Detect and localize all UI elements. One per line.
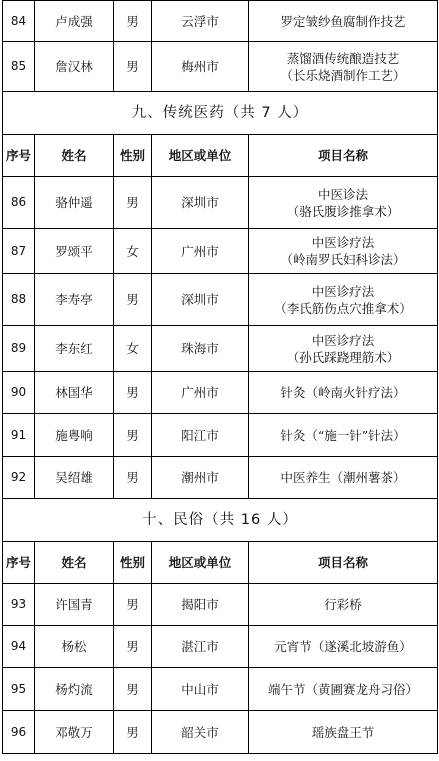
inheritor-name: 李东红 [35,326,114,372]
gender-cell: 男 [114,711,152,754]
inheritor-name: 林国华 [35,372,114,414]
region-cell: 深圳市 [152,274,249,326]
table-row [3,668,438,711]
project-name-line: 针灸（岭南火针疗法） [280,385,406,400]
project-name-line: 针灸（“施一针”针法） [280,427,406,443]
row-number: 96 [3,711,35,754]
table-row [3,372,438,414]
region-cell: 珠海市 [152,326,249,372]
heritage-inheritor-table [2,0,438,754]
row-number: 84 [3,1,35,42]
gender-cell: 男 [114,626,152,668]
section-title-row [3,92,438,135]
row-number: 85 [3,42,35,92]
region-cell: 揭阳市 [152,584,249,626]
project-name-line: 端午节（黄圃赛龙舟习俗） [267,681,418,697]
project-name-cell [249,42,438,92]
project-name-line: 中医诊疗法 [311,332,375,348]
inheritor-name: 罗颂平 [35,229,114,274]
gender-cell: 男 [114,457,152,499]
table-row [3,326,438,372]
project-name-cell [249,229,438,274]
project-name-cell [249,326,438,372]
header-region: 地区或单位 [152,135,249,177]
project-name-line: （孙氏踩跷理筋术） [286,349,400,365]
project-name-cell [249,457,438,499]
table-row [3,457,438,499]
row-number: 94 [3,626,35,668]
project-name-line: （长乐烧酒制作工艺） [280,67,406,83]
row-number: 86 [3,177,35,229]
project-name-line: 中医诊疗法 [311,283,375,299]
project-name-line: 中医养生（潮州薯茶） [280,470,406,485]
inheritor-name: 施粤响 [35,414,114,457]
project-name-line: 蒸馏酒传统酿造技艺 [286,50,400,66]
table-row [3,626,438,668]
inheritor-name: 吴绍雄 [35,457,114,499]
project-name-line: 元宵节（遂溪北坡游鱼） [274,639,412,654]
gender-cell: 男 [114,668,152,711]
region-cell: 湛江市 [152,626,249,668]
header-name: 姓名 [35,135,114,177]
header-project: 项目名称 [249,542,438,584]
row-number: 90 [3,372,35,414]
project-name-cell [249,626,438,668]
row-number: 93 [3,584,35,626]
project-name-line: 中医诊法 [317,186,368,202]
gender-cell: 男 [114,274,152,326]
project-name-line: （李氏筋伤点穴推拿术） [274,300,412,316]
region-cell: 云浮市 [152,1,249,42]
project-name-line: 行彩桥 [324,597,362,612]
project-name-cell [249,668,438,711]
header-no: 序号 [3,135,35,177]
gender-cell: 男 [114,584,152,626]
region-cell: 潮州市 [152,457,249,499]
gender-cell: 男 [114,1,152,42]
gender-cell: 男 [114,372,152,414]
gender-cell: 女 [114,229,152,274]
region-cell: 广州市 [152,229,249,274]
region-cell: 韶关市 [152,711,249,754]
header-no: 序号 [3,542,35,584]
gender-cell: 男 [114,414,152,457]
project-name-line: 中医诊疗法 [311,235,375,250]
region-cell: 深圳市 [152,177,249,229]
table-row [3,711,438,754]
gender-cell: 男 [114,42,152,92]
region-cell: 广州市 [152,372,249,414]
inheritor-name: 卢成强 [35,1,114,42]
row-number: 89 [3,326,35,372]
table-row [3,177,438,229]
inheritor-name: 詹汉林 [35,42,114,92]
document-page [2,0,437,754]
inheritor-name: 杨松 [35,626,114,668]
project-name-line: 罗定皱纱鱼腐制作技艺 [280,13,406,29]
section-title: 十、民俗（共 16 人） [3,499,438,542]
row-number: 91 [3,414,35,457]
header-gender: 性别 [114,542,152,584]
section-title: 九、传统医药（共 7 人） [3,92,438,135]
table-row [3,229,438,274]
table-row [3,274,438,326]
inheritor-name: 许国青 [35,584,114,626]
project-name-cell [249,711,438,754]
section-title-row [3,499,438,542]
project-name-line: （岭南罗氏妇科诊法） [280,252,406,267]
table-row [3,584,438,626]
header-project: 项目名称 [249,135,438,177]
row-number: 92 [3,457,35,499]
project-name-cell [249,177,438,229]
row-number: 87 [3,229,35,274]
table-row [3,414,438,457]
header-name: 姓名 [35,542,114,584]
header-gender: 性别 [114,135,152,177]
header-region: 地区或单位 [152,542,249,584]
gender-cell: 女 [114,326,152,372]
inheritor-name: 杨灼流 [35,668,114,711]
project-name-cell [249,414,438,457]
project-name-cell [249,274,438,326]
inheritor-name: 骆仲遥 [35,177,114,229]
project-name-line: 瑶族盘王节 [311,724,375,740]
inheritor-name: 李寿亭 [35,274,114,326]
project-name-line: （骆氏腹诊推拿术） [286,203,400,219]
table-row [3,42,438,92]
row-number: 95 [3,668,35,711]
row-number: 88 [3,274,35,326]
inheritor-name: 邓敬万 [35,711,114,754]
table-header-row [3,542,438,584]
project-name-cell [249,1,438,42]
project-name-cell [249,584,438,626]
region-cell: 阳江市 [152,414,249,457]
table-header-row [3,135,438,177]
region-cell: 梅州市 [152,42,249,92]
table-row [3,1,438,42]
region-cell: 中山市 [152,668,249,711]
project-name-cell [249,372,438,414]
gender-cell: 男 [114,177,152,229]
